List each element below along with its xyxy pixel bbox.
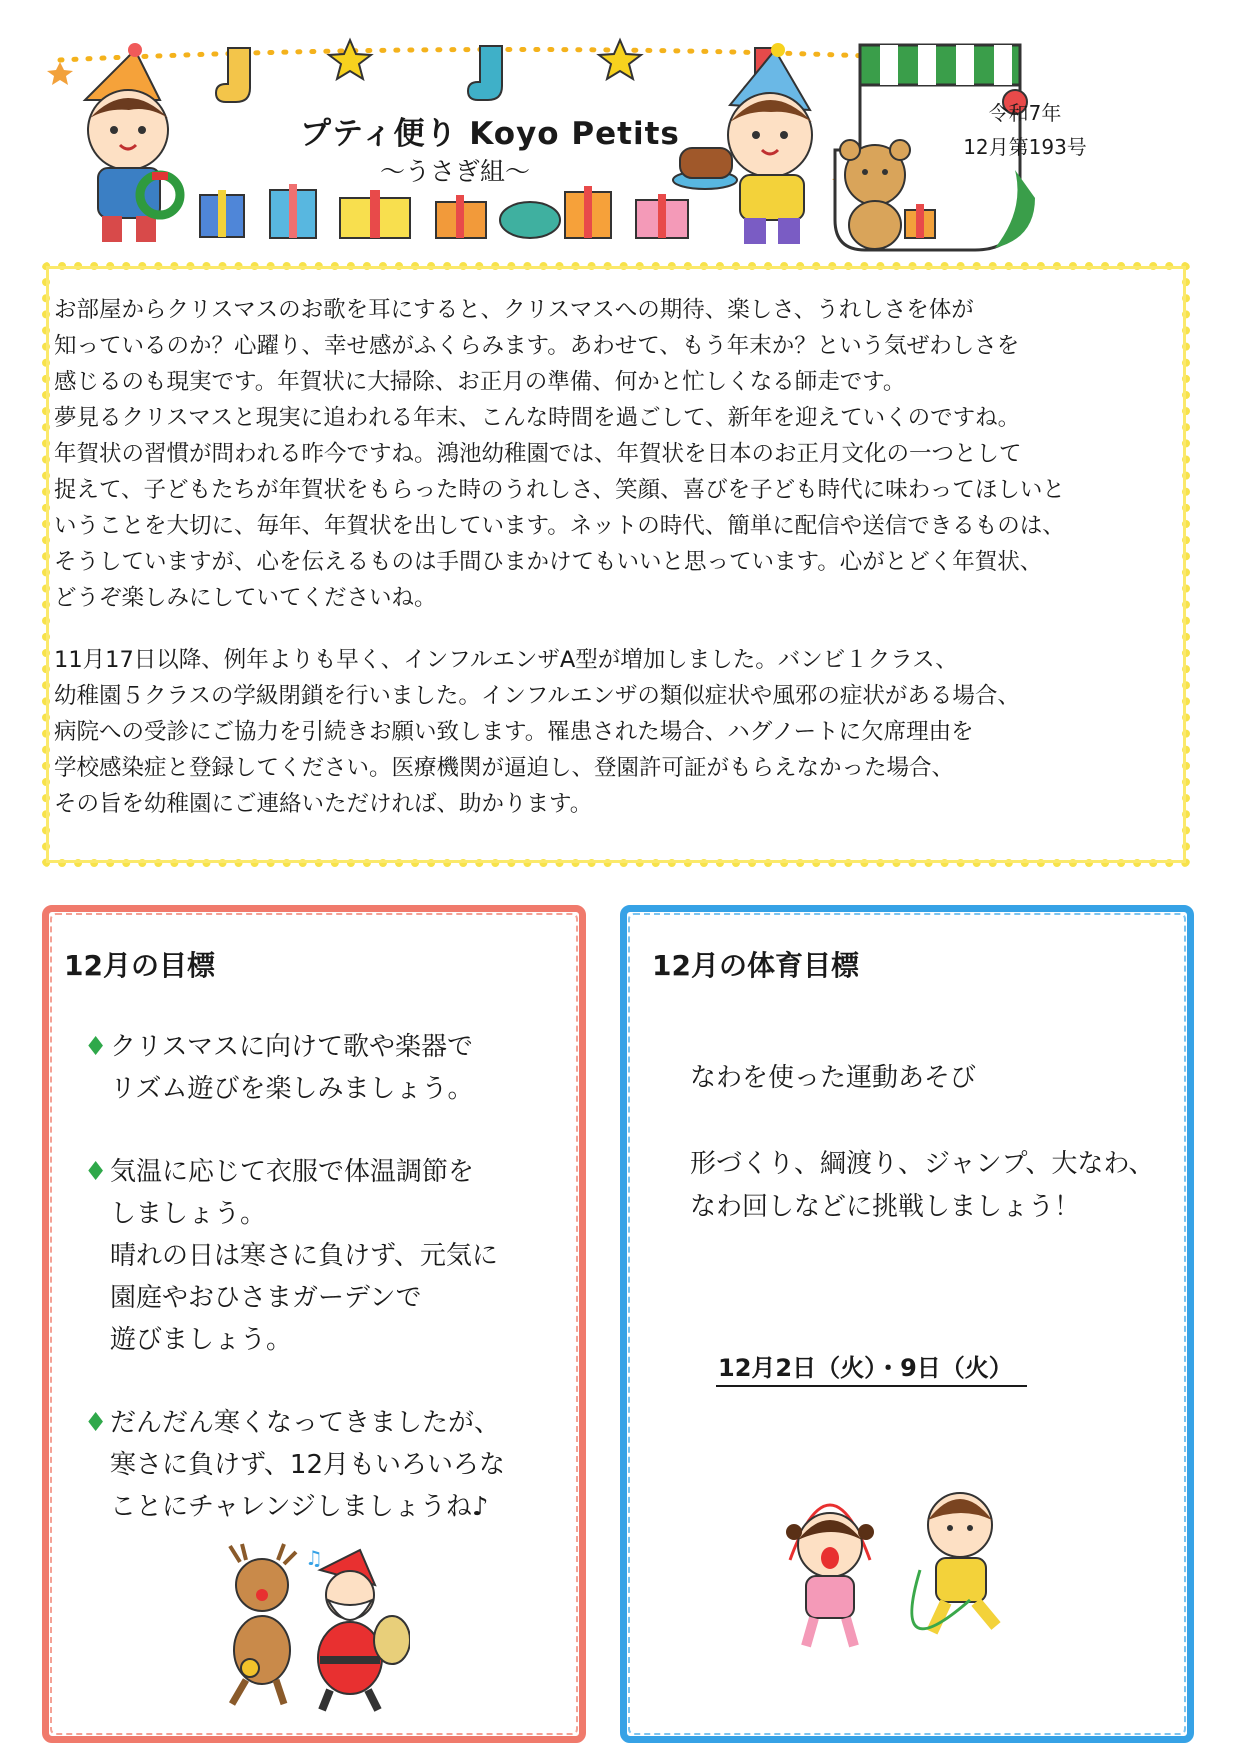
goal-text: 寒さに負けず、12月もいろいろな	[110, 1450, 506, 1480]
text-line: 夢見るクリスマスと現実に追われる年末、こんな時間を過ごして、新年を迎えていくのですね。	[54, 405, 1021, 431]
text-line: いうことを大切に、毎年、年賀状を出しています。ネットの時代、簡単に配信や送信できるものは、	[54, 513, 1065, 539]
goal-text: ことにチャレンジしましょうね♪	[110, 1492, 489, 1522]
star-icon	[329, 40, 371, 79]
goal-item-3	[84, 1402, 505, 1528]
newsletter-title: プティ便り Koyo Petits	[300, 116, 680, 152]
text-line: 病院への受診にご協力を引続きお願い致します。罹患された場合、ハグノートに欠席理由を	[54, 719, 974, 745]
text-line: そうしていますが、心を伝えるものは手間ひまかけてもいいと思っています。心がとどく年賀状、	[54, 549, 1043, 575]
diamond-bullet-icon: ♦	[84, 1032, 108, 1062]
issue-year: 令和7年	[988, 101, 1062, 125]
goal-text: 遊びましょう。	[110, 1325, 293, 1355]
goal-item-1	[84, 1026, 473, 1110]
goal-text: 園庭やおひさまガーデンで	[110, 1283, 422, 1313]
goal-text: だんだん寒くなってきましたが、	[110, 1408, 501, 1438]
goal-text: クリスマスに向けて歌や楽器で	[110, 1032, 473, 1062]
goal-text: 気温に応じて衣服で体温調節を	[110, 1157, 475, 1187]
text-line: 捉えて、子どもたちが年賀状をもらった時のうれしさ、笑顔、喜びを子ども時代に味わってほしいと	[54, 477, 1065, 503]
text-line: どうぞ楽しみにしていてくださいね。	[54, 585, 437, 611]
goal-item-2	[84, 1151, 498, 1361]
goal-text: リズム遊びを楽しみましょう。	[110, 1074, 474, 1104]
pe-description-line-2: なわ回しなどに挑戦しましょう！	[690, 1192, 1081, 1222]
svg-text:♫: ♫	[305, 1546, 323, 1570]
text-line: 学校感染症と登録してください。医療機関が逼迫し、登園許可証がもらえなかった場合、	[54, 755, 955, 781]
jump-rope-kids-illustration	[770, 1470, 1050, 1670]
pe-title: 12月の体育目標	[652, 949, 859, 982]
child-with-wreath-illustration	[85, 43, 180, 242]
diamond-bullet-icon: ♦	[84, 1157, 108, 1187]
presents-illustration	[200, 184, 688, 238]
goal-text: しましょう。	[110, 1199, 267, 1229]
issue-number: 12月第193号	[963, 135, 1087, 159]
intro-paragraph-1	[54, 292, 1184, 616]
pe-description-line-1: 形づくり、綱渡り、ジャンプ、大なわ、	[690, 1149, 1155, 1179]
goal-text: 晴れの日は寒さに負けず、元気に	[110, 1241, 498, 1271]
sock-icon	[468, 46, 502, 100]
child-with-cake-illustration	[673, 43, 812, 244]
star-icon	[47, 62, 73, 85]
goals-title: 12月の目標	[64, 949, 215, 982]
sock-icon	[216, 48, 250, 102]
text-line: 感じるのも現実です。年賀状に大掃除、お正月の準備、何かと忙しくなる師走です。	[54, 369, 906, 395]
text-line: お部屋からクリスマスのお歌を耳にすると、クリスマスへの期待、楽しさ、うれしさを体が	[54, 297, 974, 323]
pe-dates: 12月2日（火）・9日（火）	[716, 1348, 1027, 1387]
text-line: 年賀状の習慣が問われる昨今ですね。鴻池幼稚園では、年賀状を日本のお正月文化の一つとして	[54, 441, 1022, 467]
intro-paragraph-2	[54, 642, 1184, 822]
issue-info	[960, 96, 1090, 164]
text-line: 知っているのか？心躍り、幸せ感がふくらみます。あわせて、もう年末か？という気ぜわしさを	[54, 333, 1020, 359]
text-line: 幼稚園５クラスの学級閉鎖を行いました。インフルエンザの類似症状や風邪の症状がある場合、	[54, 683, 1020, 709]
pe-activity: なわを使った運動あそび	[690, 1063, 977, 1093]
text-line: 11月17日以降、例年よりも早く、インフルエンザA型が増加しました。バンビ１クラス、	[54, 647, 958, 673]
text-line: その旨を幼稚園にご連絡いただければ、助かります。	[54, 791, 593, 817]
class-name: 〜うさぎ組〜	[380, 157, 531, 186]
star-icon	[599, 40, 641, 79]
reindeer-santa-illustration	[210, 1540, 410, 1715]
diamond-bullet-icon: ♦	[84, 1408, 108, 1438]
